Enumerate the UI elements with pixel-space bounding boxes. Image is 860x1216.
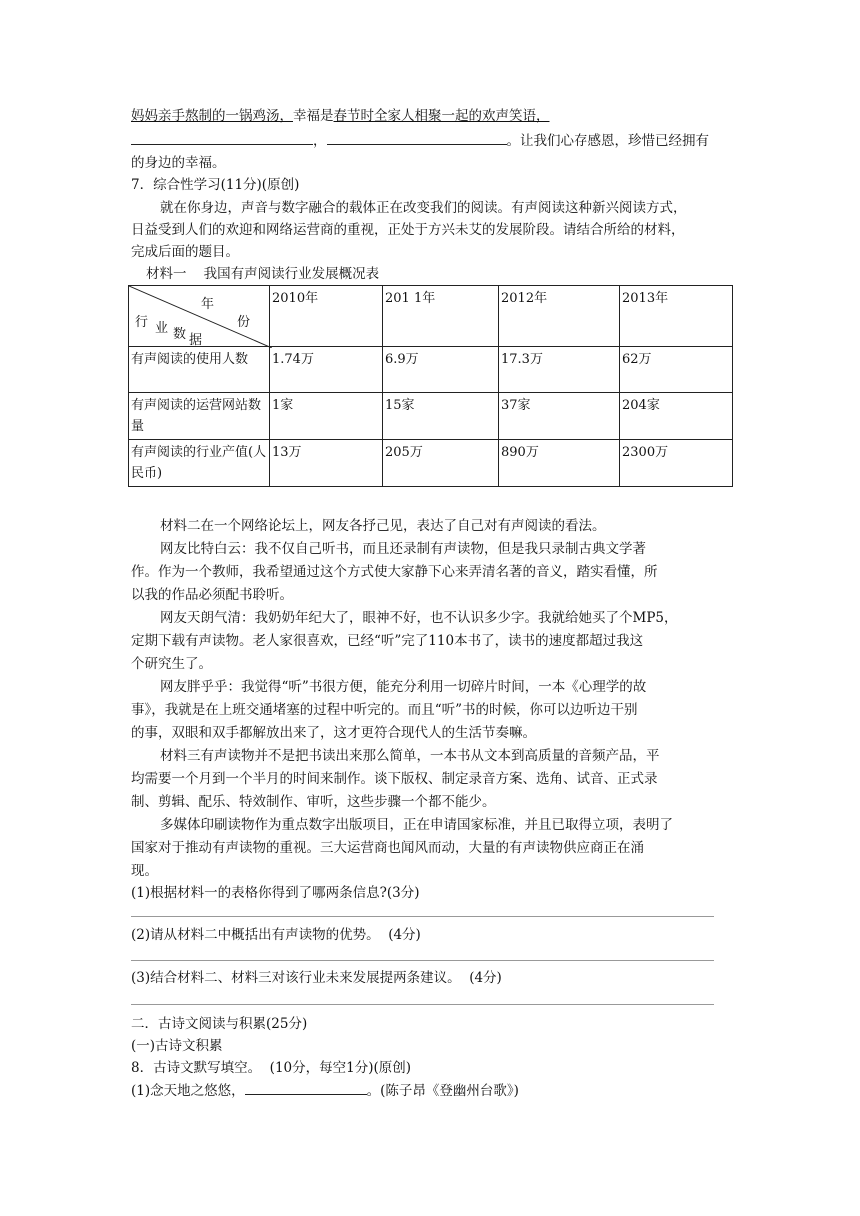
section2-subheading: (一)古诗文积累 — [131, 1038, 223, 1054]
corner-label: 年 — [201, 297, 215, 312]
year-header: 2010年 — [270, 286, 383, 347]
corner-label: 份 — [237, 315, 251, 330]
material2-line: 作。作为一个教师，我希望通过这个方式使大家静下心来弄清名著的音义，踏实看懂，所 — [131, 564, 658, 580]
table-cell: 1.74万 — [270, 347, 383, 393]
material1-title: 材料一 我国有声阅读行业发展概况表 — [146, 266, 380, 282]
table-cell: 62万 — [620, 347, 733, 393]
year-header: 201 1年 — [383, 286, 499, 347]
year-header: 2012年 — [499, 286, 620, 347]
table-row — [129, 440, 733, 487]
reading-industry-table — [128, 285, 733, 487]
table-cell: 6.9万 — [383, 347, 499, 393]
question-8-heading: 8．古诗文默写填空。 (10分，每空1分)(原创) — [131, 1060, 412, 1076]
row-label: 有声阅读的行业产值(人民币) — [129, 440, 270, 487]
material3-line: 现。 — [131, 863, 158, 879]
underlined-phrase: 妈妈亲手熬制的一锅鸡汤， — [131, 108, 293, 124]
material3-line: 多媒体印刷读物作为重点数字出版项目，正在申请国家标准，并且已取得立项，表明了 — [160, 817, 673, 833]
diagonal-header-cell — [129, 286, 270, 347]
intro-line: 完成后面的题目。 — [131, 244, 239, 260]
table-row — [129, 347, 733, 393]
material3-line: 制、剪辑、配乐、特效制作、审听，这些步骤一个都不能少。 — [131, 794, 496, 810]
intro-line: 日益受到人们的欢迎和网络运营商的重视，正处于方兴未艾的发展阶段。请结合所给的材料， — [131, 222, 685, 238]
question-8-1 — [131, 1080, 519, 1101]
table-cell: 1家 — [270, 393, 383, 440]
section2-heading: 二．古诗文阅读与积累(25分) — [131, 1016, 308, 1032]
material2-line: 网友天朗气清：我奶奶年纪大了，眼神不好，也不认识多少字。我就给她买了个MP5， — [160, 610, 678, 626]
poem-line-start: (1)念天地之悠悠， — [131, 1083, 245, 1099]
answer-line[interactable] — [131, 1004, 714, 1005]
answer-blank[interactable] — [131, 130, 313, 145]
table-cell: 205万 — [383, 440, 499, 487]
material2-line: 个研究生了。 — [131, 656, 212, 672]
material2-line: 网友胖乎乎：我觉得“听”书很方便，能充分利用一切碎片时间，一本《心理学的故 — [160, 679, 647, 695]
underlined-phrase: 春节时全家人相聚一起的欢声笑语， — [333, 108, 550, 124]
table-cell: 204家 — [620, 393, 733, 440]
sub-question-2: (2)请从材料二中概括出有声读物的优势。 (4分) — [131, 927, 421, 943]
corner-label: 业 — [155, 321, 169, 336]
intro-line: 就在你身边，声音与数字融合的载体正在改变我们的阅读。有声阅读这种新兴阅读方式， — [160, 200, 687, 216]
table-cell: 15家 — [383, 393, 499, 440]
sub-question-1: (1)根据材料一的表格你得到了哪两条信息?(3分) — [131, 885, 420, 901]
table-cell: 37家 — [499, 393, 620, 440]
corner-label: 行 — [135, 315, 149, 330]
material2-line: 的事，双眼和双手都解放出来了，这才更符合现代人的生活节奏嘛。 — [131, 725, 536, 741]
poem-source: 。(陈子昂《登幽州台歌》) — [366, 1083, 519, 1099]
phrase: 幸福是 — [293, 108, 334, 124]
separator: ， — [313, 133, 327, 149]
year-header: 2013年 — [620, 286, 733, 347]
text-line — [131, 106, 550, 126]
sub-question-3: (3)结合材料二、材料三对该行业未来发展提两条建议。 (4分) — [131, 970, 502, 986]
material2-line: 定期下载有声读物。老人家很喜欢，已经“听”完了110本书了，读书的速度都超过我这 — [131, 633, 644, 649]
table-cell: 890万 — [499, 440, 620, 487]
corner-label: 据 — [189, 333, 203, 348]
material2-line: 材料二在一个网络论坛上，网友各抒己见，表达了自己对有声阅读的看法。 — [160, 518, 606, 534]
material3-line: 国家对于推动有声读物的重视。三大运营商也闻风而动，大量的有声读物供应商正在涌 — [131, 840, 644, 856]
material2-line: 网友比特白云：我不仅自己听书，而且还录制有声读物，但是我只录制古典文学著 — [160, 541, 646, 557]
row-label: 有声阅读的使用人数 — [129, 347, 270, 393]
material2-line: 以我的作品必须配书聆听。 — [131, 587, 293, 603]
material3-line: 均需要一个月到一个半月的时间来制作。谈下版权、制定录音方案、选角、试音、正式录 — [131, 771, 658, 787]
question-7-heading: 7．综合性学习(11分)(原创) — [131, 177, 300, 193]
table-row — [129, 393, 733, 440]
material3-line: 材料三有声读物并不是把书读出来那么简单，一本书从文本到高质量的音频产品，平 — [160, 748, 660, 764]
line-tail: 。让我们心存感恩，珍惜已经拥有 — [506, 133, 709, 149]
answer-line[interactable] — [131, 960, 714, 961]
material2-line: 事》，我就是在上班交通堵塞的过程中听完的。而且“听”书的时候，你可以边听边干别 — [131, 702, 638, 718]
answer-line[interactable] — [131, 916, 714, 917]
table-cell: 17.3万 — [499, 347, 620, 393]
answer-blank[interactable] — [327, 130, 507, 145]
table-cell: 13万 — [270, 440, 383, 487]
answer-blank[interactable] — [245, 1080, 367, 1095]
row-label: 有声阅读的运营网站数量 — [129, 393, 270, 440]
text-line: 的身边的幸福。 — [131, 155, 226, 171]
corner-label: 数 — [173, 327, 187, 342]
table-cell: 2300万 — [620, 440, 733, 487]
fill-blank-line — [131, 130, 709, 151]
